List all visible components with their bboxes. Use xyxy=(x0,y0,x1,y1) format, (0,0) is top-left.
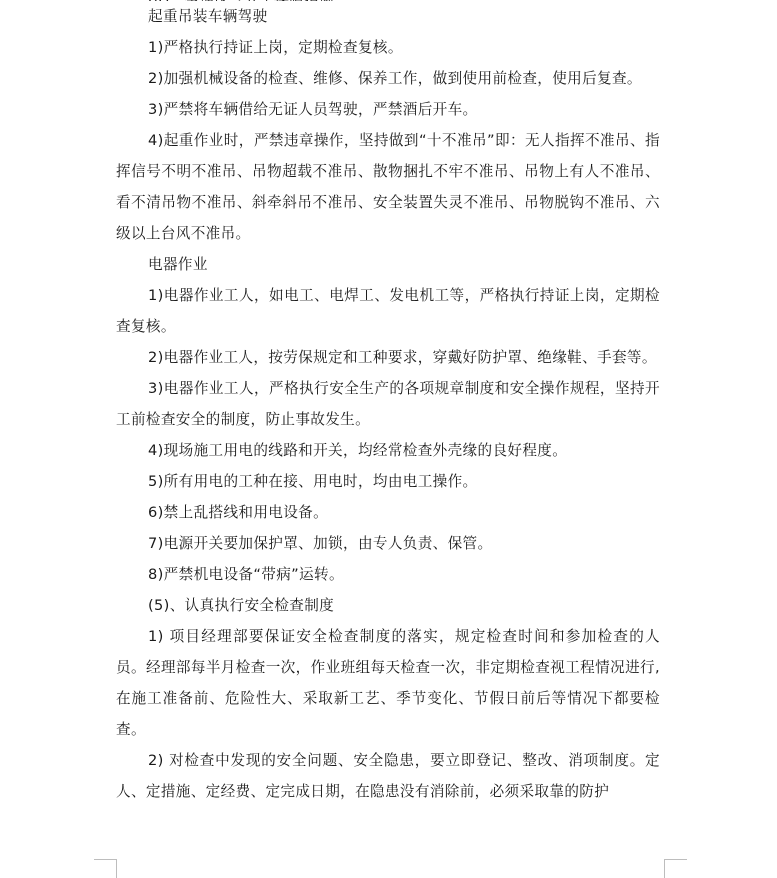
margin-corner-mark-left xyxy=(94,859,117,878)
document-body xyxy=(116,0,660,807)
crane-item-3: 3)严禁将车辆借给无证人员驾驶，严禁酒后开车。 xyxy=(148,101,478,118)
electrical-item-2: 2)电器作业工人，按劳保规定和工种要求，穿戴好防护罩、绝缘鞋、手套等。 xyxy=(148,349,657,366)
inspection-item-1: 1) 项目经理部要保证安全检查制度的落实，规定检查时间和参加检查的人员。经理部每半月检查一次，作业班组每天检查一次，非定期检查视工程情况进行,在施工准备前、危险性大、采取新工艺、季节变化、节假日前后等情况下都要检查。 xyxy=(116,628,660,738)
electrical-item-4: 4)现场施工用电的线路和开关，均经常检查外壳缘的良好程度。 xyxy=(148,442,568,459)
crane-item-2: 2)加强机械设备的检查、维修、保养工作，做到使用前检查，使用后复查。 xyxy=(148,70,642,87)
heading-electrical-work: 电器作业 xyxy=(148,256,208,273)
electrical-item-3: 3)电器作业工人，严格执行安全生产的各项规章制度和安全操作规程，坚持开工前检查安全的制度，防止事故发生。 xyxy=(116,380,660,428)
electrical-item-6: 6)禁上乱搭线和用电设备。 xyxy=(148,504,329,521)
inspection-item-2: 2) 对检查中发现的安全问题、安全隐患，要立即登记、整改、消项制度。定人、定措施、定经费、定完成日期，在隐患没有消除前，必须采取靠的防护 xyxy=(116,752,660,800)
electrical-item-7: 7)电源开关要加保护罩、加锁，由专人负责、保管。 xyxy=(148,535,493,552)
heading-crane-driving: 起重吊装车辆驾驶 xyxy=(148,8,268,25)
crane-item-4: 4)起重作业时，严禁违章操作，坚持做到“十不准吊”即：无人指挥不准吊、指挥信号不明不准吊、吊物超载不准吊、散物捆扎不牢不准吊、吊物上有人不准吊、看不清吊物不准吊、斜牵斜吊不准吊、安全装置失灵不准吊、吊物脱钩不准吊、六级以上台风不准吊。 xyxy=(116,132,660,242)
electrical-item-1: 1)电器作业工人，如电工、电焊工、发电机工等，严格执行持证上岗，定期检查复核。 xyxy=(116,287,660,335)
electrical-item-5: 5)所有用电的工种在接、用电时，均由电工操作。 xyxy=(148,473,478,490)
electrical-item-8: 8)严禁机电设备“带病”运转。 xyxy=(148,566,344,583)
heading-safety-inspection: (5)、认真执行安全检查制度 xyxy=(148,597,335,614)
crane-item-1: 1)严格执行持证上岗，定期检查复核。 xyxy=(148,39,403,56)
margin-corner-mark-right xyxy=(664,859,687,878)
